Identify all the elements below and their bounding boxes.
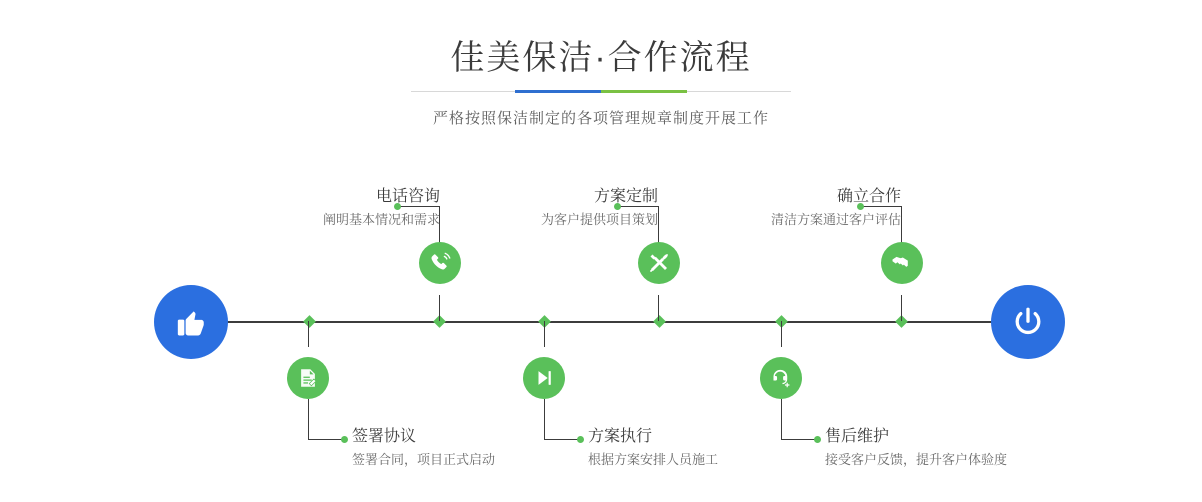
step-icon-2 bbox=[287, 357, 329, 399]
diagram-header bbox=[0, 0, 1202, 128]
step-title-6: 售后维护 bbox=[825, 428, 890, 445]
page-subtitle: 严格按照保洁制定的各项管理规章制度开展工作 bbox=[432, 110, 769, 127]
connector-step-4-stem bbox=[544, 321, 545, 347]
page-title: 佳美保洁·合作流程 bbox=[450, 39, 752, 77]
step-desc-2: 签署合同，项目正式启动 bbox=[352, 452, 496, 467]
connector-step-1-stem bbox=[439, 295, 440, 321]
flow-end-node bbox=[991, 285, 1065, 359]
power-icon bbox=[1010, 304, 1046, 340]
step-desc-1: 阐明基本情况和需求 bbox=[322, 212, 440, 227]
step-desc-4: 根据方案安排人员施工 bbox=[588, 452, 719, 467]
step-desc-3: 为客户提供项目策划 bbox=[540, 212, 658, 227]
step-title-2: 签署协议 bbox=[352, 428, 417, 445]
connector-dot-step-4 bbox=[577, 436, 584, 443]
connector-step-4-horizontal bbox=[544, 439, 580, 440]
connector-dot-step-6 bbox=[814, 436, 821, 443]
thumbs-up-icon bbox=[174, 305, 208, 339]
connector-step-3-stem bbox=[658, 295, 659, 321]
step-icon-6 bbox=[760, 357, 802, 399]
step-desc-6: 接受客户反馈，提升客户体验度 bbox=[825, 452, 1008, 467]
step-title-3: 方案定制 bbox=[593, 188, 658, 205]
step-icon-5 bbox=[881, 242, 923, 284]
headset-support-icon bbox=[770, 367, 792, 389]
step-icon-3 bbox=[638, 242, 680, 284]
connector-step-5-stem bbox=[901, 295, 902, 321]
step-title-5: 确立合作 bbox=[836, 188, 901, 205]
step-label-3 bbox=[470, 186, 658, 230]
connector-step-6-vertical bbox=[781, 399, 782, 439]
step-title-1: 电话咨询 bbox=[375, 188, 440, 205]
step-desc-5: 清洁方案通过客户评估 bbox=[770, 212, 901, 227]
step-label-2 bbox=[352, 426, 495, 470]
step-label-6 bbox=[825, 426, 1007, 470]
play-forward-icon bbox=[533, 367, 555, 389]
step-icon-4 bbox=[523, 357, 565, 399]
step-title-4: 方案执行 bbox=[588, 428, 653, 445]
title-divider bbox=[411, 90, 791, 93]
divider-accent-blue bbox=[515, 90, 601, 93]
connector-step-6-stem bbox=[781, 321, 782, 347]
step-label-5 bbox=[710, 186, 901, 230]
handshake-icon bbox=[890, 251, 914, 275]
connector-step-2-horizontal bbox=[308, 439, 344, 440]
connector-dot-step-2 bbox=[341, 436, 348, 443]
connector-step-2-vertical bbox=[308, 399, 309, 439]
axis-marker-1 bbox=[303, 315, 316, 328]
connector-step-2-stem bbox=[308, 321, 309, 347]
connector-step-4-vertical bbox=[544, 399, 545, 439]
document-edit-icon bbox=[297, 367, 319, 389]
phone-call-icon bbox=[428, 251, 452, 275]
axis-marker-4 bbox=[653, 315, 666, 328]
step-label-4 bbox=[588, 426, 718, 470]
connector-step-6-horizontal bbox=[781, 439, 817, 440]
pencil-ruler-icon bbox=[647, 251, 671, 275]
step-icon-1 bbox=[419, 242, 461, 284]
divider-accent-green bbox=[601, 90, 687, 93]
step-label-1 bbox=[254, 186, 440, 230]
flow-start-node bbox=[154, 285, 228, 359]
